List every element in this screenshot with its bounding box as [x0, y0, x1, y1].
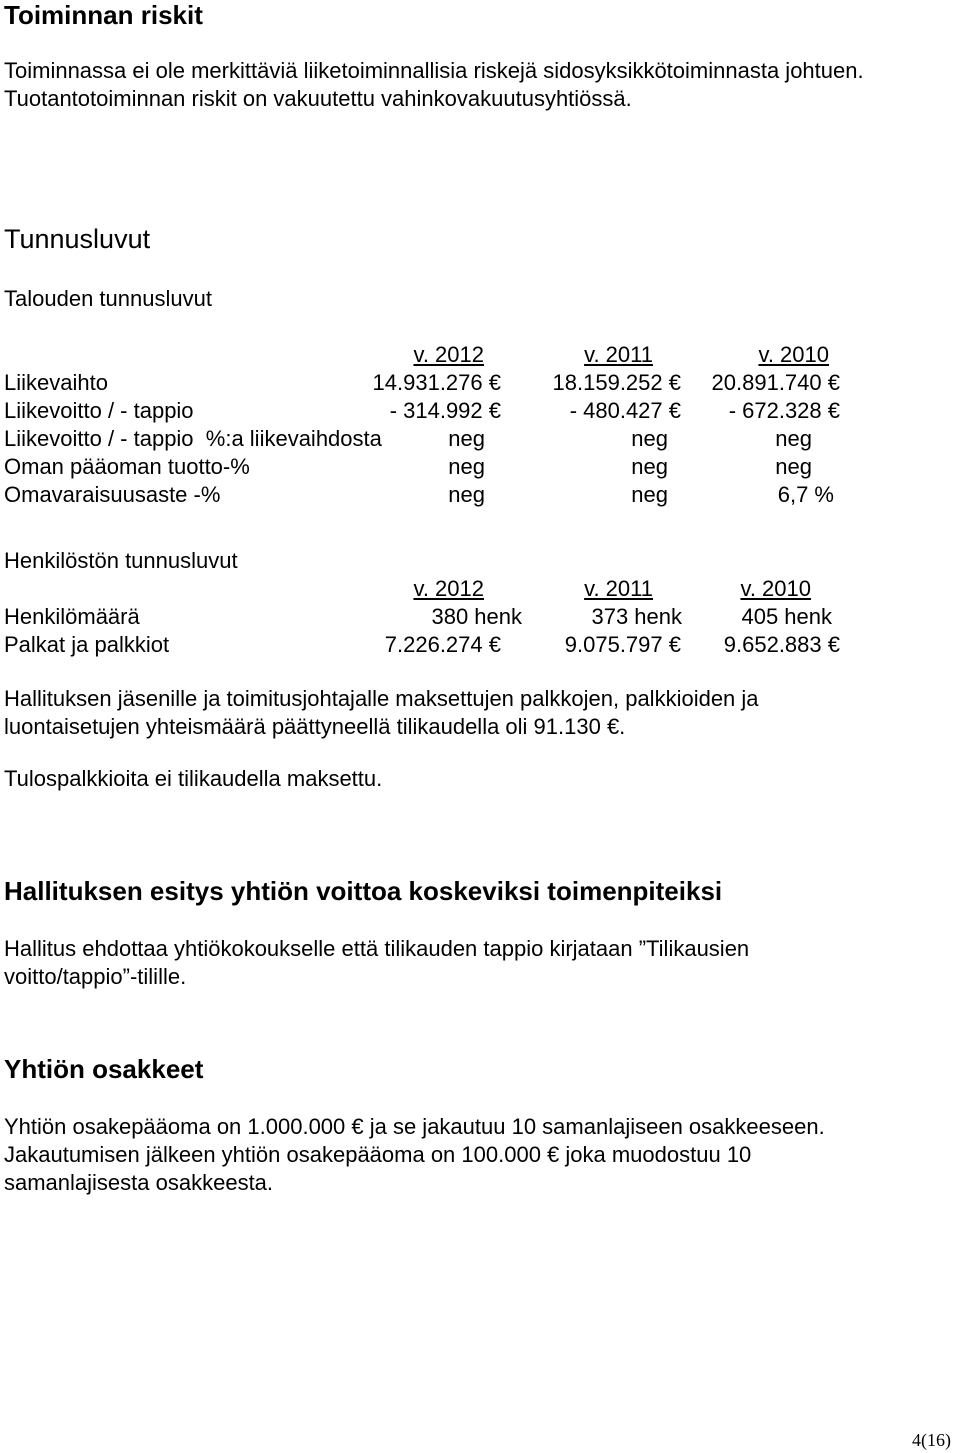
table-row-label: Palkat ja palkkiot: [4, 632, 170, 657]
table-cell: neg: [775, 426, 812, 451]
table-cell: 373 henk: [591, 604, 682, 629]
table-cell: neg: [631, 482, 668, 507]
table-cell: 9.075.797 €: [564, 632, 681, 657]
risks-heading: Toiminnan riskit: [4, 0, 203, 30]
kpi-heading: Tunnusluvut: [4, 224, 151, 254]
table-cell: 14.931.276 €: [372, 370, 501, 395]
table-cell: - 480.427 €: [569, 398, 681, 423]
kpi-note-line: Tulospalkkioita ei tilikaudella maksettu.: [4, 766, 383, 791]
shares-paragraph-line: samanlajisesta osakkeesta.: [4, 1170, 274, 1195]
table-cell: 20.891.740 €: [711, 370, 840, 395]
shares-paragraph-line: Jakautumisen jälkeen yhtiön osakepääoma on 100.000 € joka muodostuu 10: [4, 1142, 752, 1167]
kpi-note-line: Hallituksen jäsenille ja toimitusjohtajalle maksettujen palkkojen, palkkioiden ja: [4, 686, 759, 711]
table-cell: 9.652.883 €: [723, 632, 840, 657]
page-number: 4(16): [912, 1430, 951, 1450]
table-cell: neg: [448, 426, 485, 451]
risks-paragraph-line: Tuotantotoiminnan riskit on vakuutettu vahinkovakuutusyhtiössä.: [4, 86, 632, 111]
table-row-label: Liikevoitto / - tappio %:a liikevaihdosta: [4, 426, 382, 451]
risks-paragraph-line: Toiminnassa ei ole merkittäviä liiketoiminnallisia riskejä sidosyksikkötoiminnasta johtuen.: [4, 58, 864, 83]
table-row-label: Omavaraisuusaste -%: [4, 482, 221, 507]
table-cell: neg: [631, 426, 668, 451]
table-cell: 18.159.252 €: [552, 370, 681, 395]
personnel-year-2010: v. 2010: [740, 576, 811, 601]
financial-year-2012: v. 2012: [413, 342, 484, 367]
personnel-year-2012: v. 2012: [413, 576, 484, 601]
proposal-paragraph-line: voitto/tappio”-tilille.: [4, 964, 187, 989]
financial-year-2010: v. 2010: [758, 342, 829, 367]
table-cell: - 314.992 €: [389, 398, 501, 423]
table-row-label: Oman pääoman tuotto-%: [4, 454, 250, 479]
kpi-note-line: luontaisetujen yhteismäärä päättyneellä tilikaudella oli 91.130 €.: [4, 714, 626, 739]
financial-year-2011: v. 2011: [584, 342, 653, 367]
personnel-year-2011: v. 2011: [584, 576, 653, 601]
table-cell: 380 henk: [431, 604, 522, 629]
table-cell: 7.226.274 €: [384, 632, 501, 657]
table-row-label: Liikevoitto / - tappio: [4, 398, 194, 423]
table-row-label: Liikevaihto: [4, 370, 108, 395]
table-cell: 405 henk: [741, 604, 832, 629]
financial-kpi-title: Talouden tunnusluvut: [4, 286, 212, 311]
table-cell: neg: [631, 454, 668, 479]
personnel-kpi-title: Henkilöstön tunnusluvut: [4, 548, 238, 573]
table-cell: neg: [448, 482, 485, 507]
proposal-heading: Hallituksen esitys yhtiön voittoa koskeviksi toimenpiteiksi: [4, 876, 723, 906]
table-cell: neg: [448, 454, 485, 479]
proposal-paragraph-line: Hallitus ehdottaa yhtiökokoukselle että tilikauden tappio kirjataan ”Tilikausien: [4, 936, 750, 961]
shares-heading: Yhtiön osakkeet: [4, 1054, 204, 1084]
shares-paragraph-line: Yhtiön osakepääoma on 1.000.000 € ja se jakautuu 10 samanlajiseen osakkeeseen.: [4, 1114, 825, 1139]
table-cell: - 672.328 €: [728, 398, 840, 423]
table-row-label: Henkilömäärä: [4, 604, 140, 629]
table-cell: neg: [775, 454, 812, 479]
table-cell: 6,7 %: [777, 482, 834, 507]
